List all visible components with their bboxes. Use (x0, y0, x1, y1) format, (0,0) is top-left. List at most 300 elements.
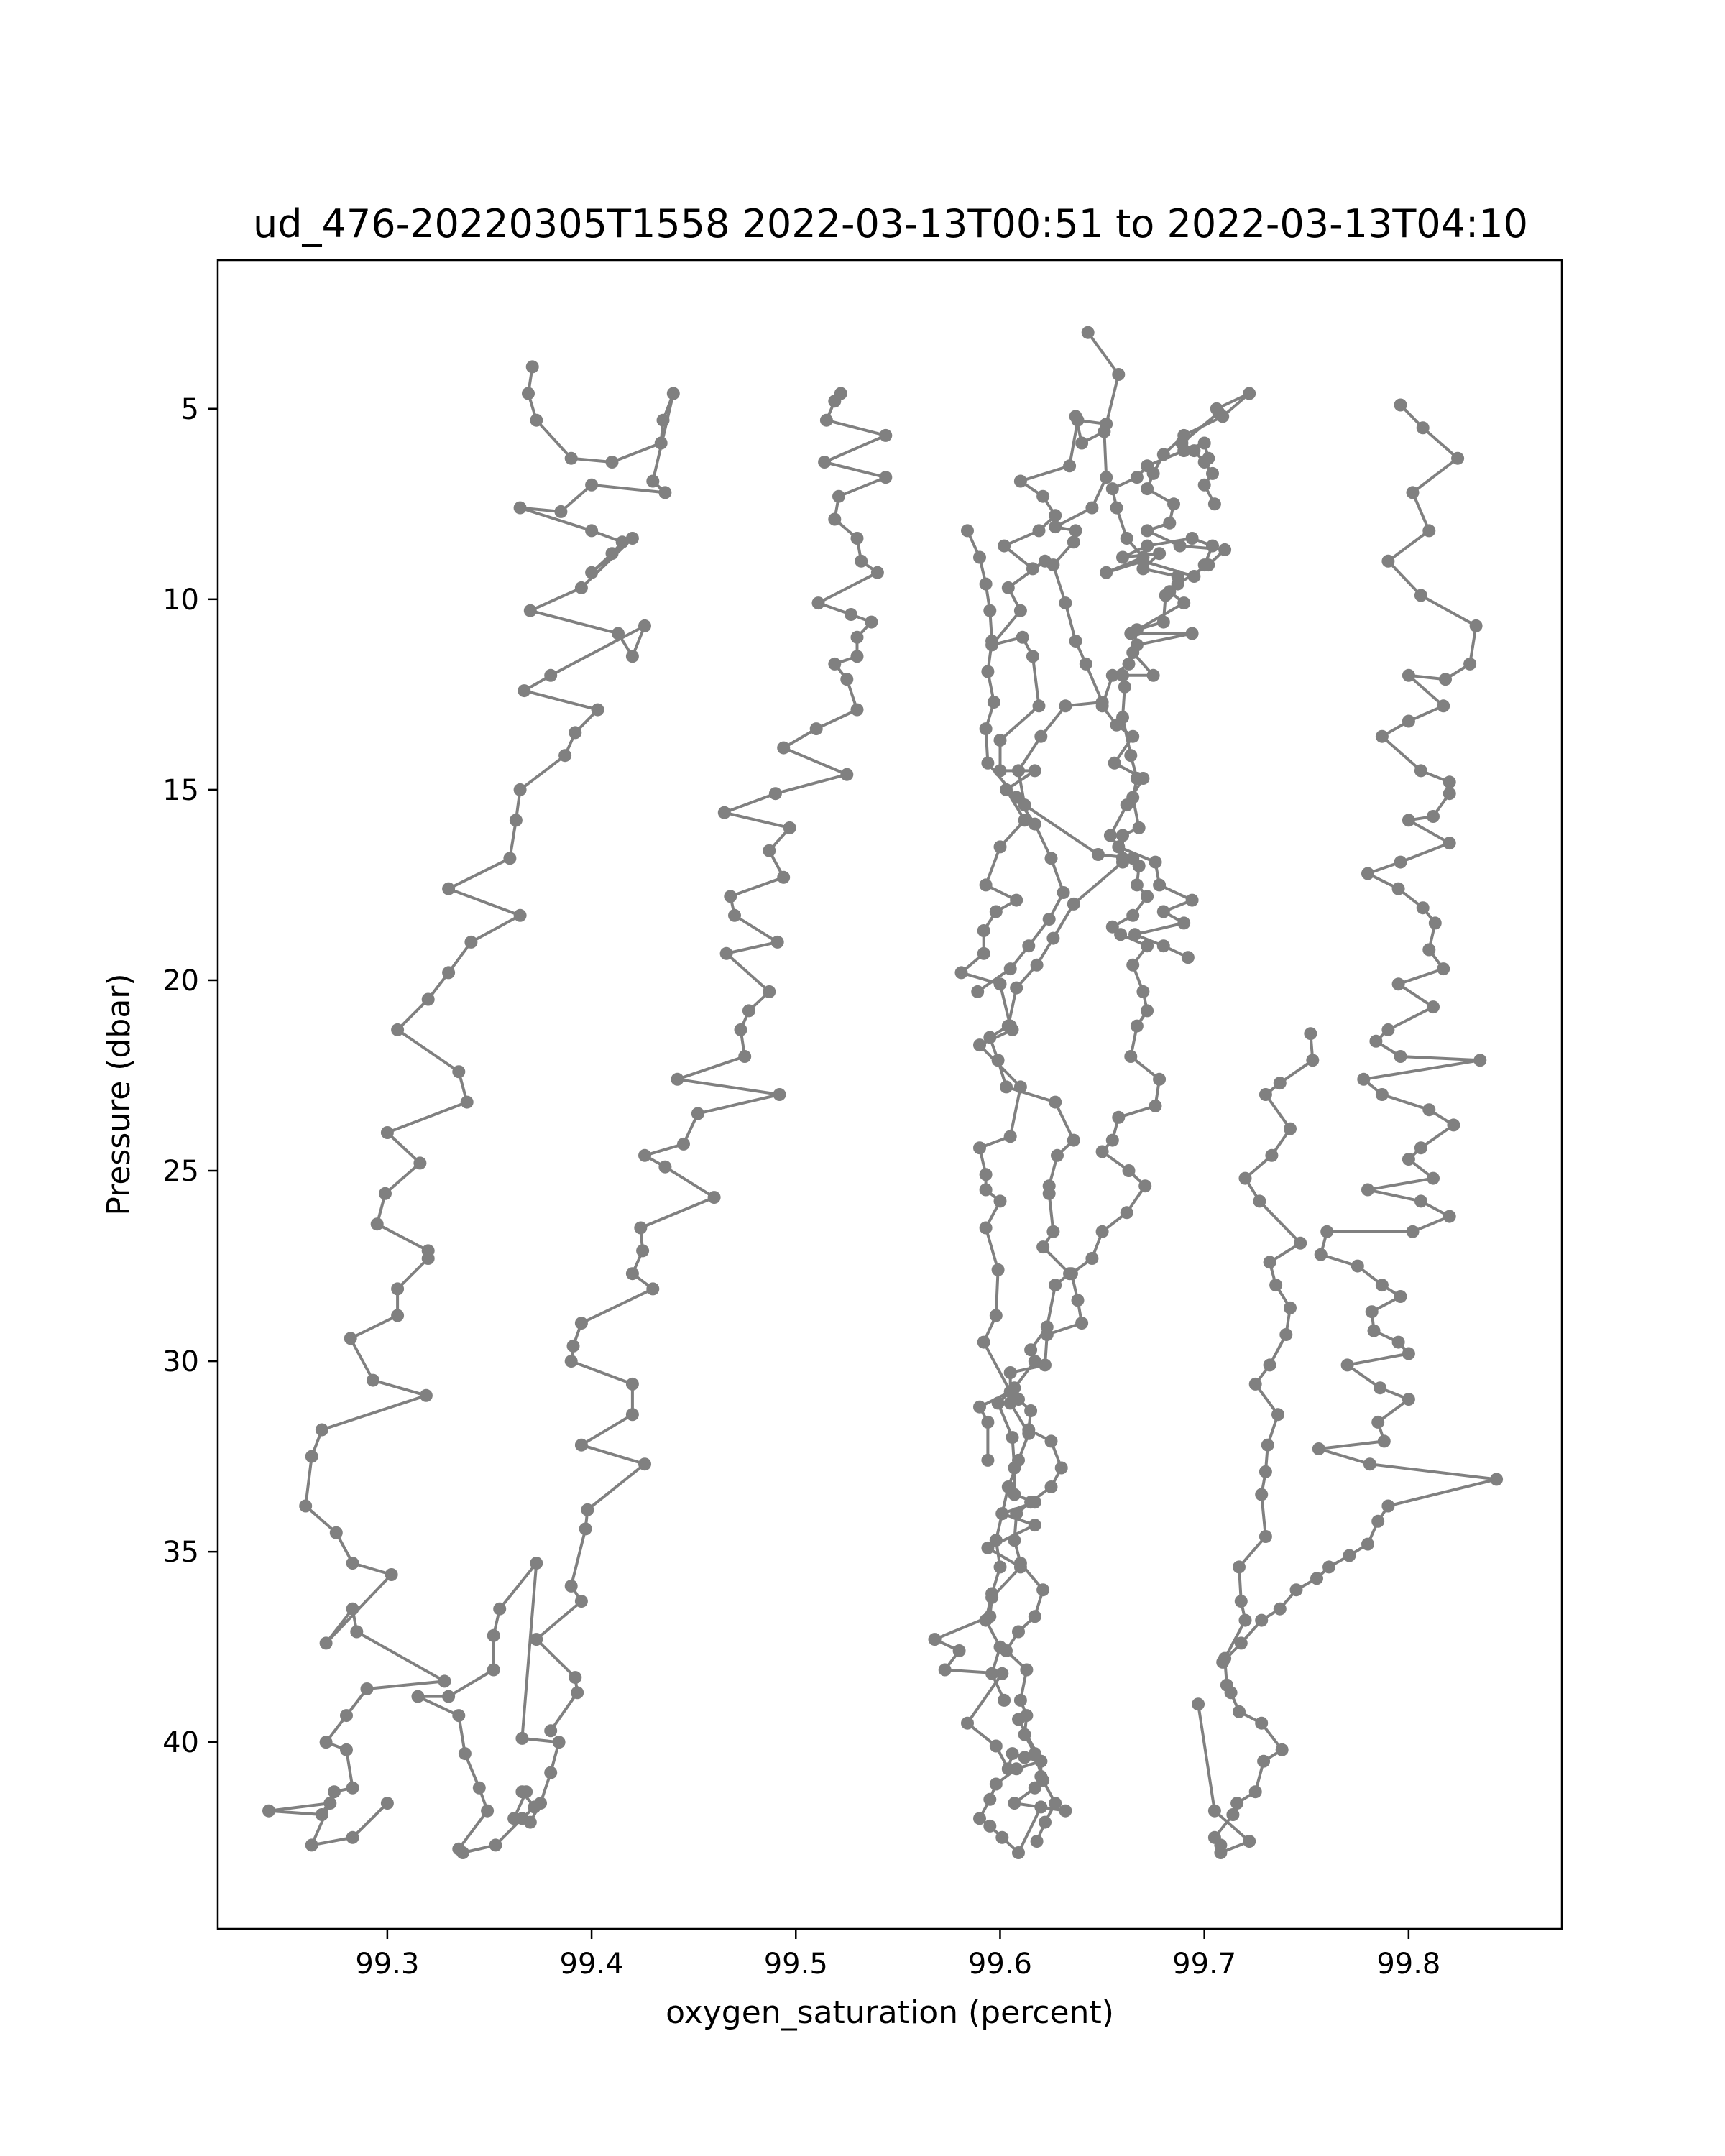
data-point (1098, 425, 1110, 438)
data-point (344, 1332, 357, 1345)
data-point (1014, 1694, 1027, 1707)
data-point (998, 540, 1011, 553)
data-point (985, 1667, 998, 1680)
data-point (1049, 1096, 1062, 1109)
data-point (1026, 562, 1039, 575)
data-point (1284, 1123, 1297, 1135)
data-point (1033, 699, 1046, 712)
data-point (1149, 1100, 1162, 1112)
data-point (1126, 730, 1139, 743)
data-point (1157, 939, 1170, 952)
data-point (828, 513, 841, 526)
data-point (1490, 1473, 1503, 1485)
data-point (526, 360, 539, 373)
data-point (1376, 730, 1389, 743)
data-point (1186, 627, 1199, 640)
data-point (1065, 1267, 1078, 1280)
data-point (1429, 916, 1442, 929)
data-point (1045, 1480, 1058, 1493)
data-point (1096, 1146, 1109, 1158)
data-point (971, 985, 984, 998)
y-tick-label: 25 (162, 1155, 199, 1189)
data-point (1149, 856, 1162, 869)
data-point (1402, 1393, 1415, 1406)
data-point (1233, 1560, 1246, 1573)
y-tick-label: 35 (162, 1536, 199, 1570)
data-point (350, 1626, 363, 1639)
data-point (442, 966, 455, 979)
plot-frame (218, 260, 1562, 1929)
data-point (340, 1743, 353, 1756)
data-point (1402, 814, 1415, 826)
data-point (1407, 1225, 1420, 1238)
data-point (1206, 540, 1219, 553)
data-point (667, 387, 680, 400)
data-point (420, 1389, 433, 1402)
data-point (973, 1812, 986, 1825)
data-point (1100, 566, 1113, 579)
data-point (773, 1088, 786, 1101)
data-point (1225, 1686, 1238, 1699)
data-point (1284, 1302, 1297, 1314)
data-point (980, 878, 993, 891)
series-9 (1000, 1393, 1068, 1848)
data-point (1059, 596, 1072, 609)
data-point (1131, 638, 1144, 651)
data-point (1029, 1610, 1041, 1623)
data-point (1163, 517, 1176, 530)
data-point (1417, 901, 1430, 914)
data-point (742, 1004, 755, 1017)
data-point (671, 1073, 684, 1086)
data-point (724, 890, 737, 903)
data-point (367, 1374, 380, 1387)
data-point (340, 1709, 353, 1722)
data-point (1394, 1050, 1407, 1063)
data-point (1016, 631, 1029, 644)
data-point (1039, 1816, 1052, 1829)
data-point (1206, 467, 1219, 480)
data-point (592, 704, 604, 717)
data-point (1124, 1050, 1137, 1063)
data-point (646, 1282, 659, 1295)
data-point (973, 1401, 986, 1414)
data-point (585, 566, 598, 579)
data-point (544, 1766, 557, 1779)
data-point (1110, 719, 1123, 732)
data-point (1036, 1240, 1049, 1253)
data-point (1096, 696, 1109, 709)
x-axis-label: oxygen_saturation (percent) (666, 1994, 1114, 2031)
data-point (1046, 1225, 1059, 1238)
data-point (514, 783, 527, 796)
data-point (1018, 1728, 1031, 1741)
data-point (851, 631, 864, 644)
data-point (1208, 1805, 1221, 1818)
data-point (1002, 581, 1015, 594)
data-point (1024, 1343, 1037, 1356)
data-point (1029, 818, 1041, 831)
data-point (1269, 1279, 1282, 1291)
data-point (1402, 715, 1415, 728)
data-point (361, 1682, 374, 1695)
data-point (1133, 821, 1146, 834)
x-tick-label: 99.7 (1172, 1948, 1237, 1981)
data-point (1049, 520, 1062, 533)
data-point (1116, 829, 1129, 842)
data-point (783, 821, 796, 834)
y-tick-label: 10 (162, 583, 199, 617)
series-6 (1096, 437, 1219, 964)
data-point (851, 704, 864, 717)
data-point (1110, 502, 1123, 515)
data-point (1414, 1141, 1427, 1154)
data-point (1374, 1381, 1386, 1394)
data-point (1473, 1054, 1486, 1067)
data-point (481, 1805, 494, 1818)
data-point (1141, 459, 1154, 472)
data-point (1414, 1194, 1427, 1207)
data-point (973, 1038, 986, 1051)
y-tick-label: 5 (180, 392, 199, 426)
data-point (978, 924, 990, 937)
data-point (569, 1671, 581, 1684)
data-point (638, 619, 651, 632)
data-point (1163, 585, 1176, 598)
data-point (626, 1378, 639, 1391)
data-point (1376, 1088, 1389, 1101)
data-point (316, 1424, 328, 1437)
series-8 (961, 524, 1070, 998)
data-point (1361, 1538, 1374, 1551)
data-point (320, 1736, 333, 1749)
data-point (1049, 1797, 1062, 1810)
data-point (983, 604, 996, 617)
data-point (990, 1309, 1003, 1322)
data-point (1147, 669, 1160, 682)
data-point (1361, 867, 1374, 880)
data-point (1198, 437, 1211, 450)
data-point (626, 650, 639, 663)
x-tick-label: 99.5 (763, 1948, 828, 1981)
data-point (487, 1664, 500, 1677)
data-point (1320, 1225, 1333, 1238)
data-point (575, 581, 588, 594)
data-point (718, 806, 731, 819)
data-point (1014, 604, 1027, 617)
data-point (1259, 1530, 1272, 1543)
data-point (442, 1690, 455, 1703)
data-point (1131, 471, 1144, 484)
data-point (1136, 985, 1149, 998)
data-point (980, 1222, 993, 1235)
data-point (1024, 1496, 1037, 1508)
data-point (1008, 1797, 1021, 1810)
data-point (1067, 1134, 1080, 1147)
data-point (381, 1126, 394, 1139)
data-point (1080, 658, 1092, 671)
data-point (299, 1500, 312, 1513)
data-point (1243, 1835, 1256, 1848)
data-point (1357, 1073, 1370, 1086)
data-point (1322, 1560, 1335, 1573)
data-point (1437, 699, 1450, 712)
data-point (1239, 1172, 1252, 1185)
data-point (851, 532, 864, 545)
series-2 (412, 1557, 566, 1859)
data-point (1198, 558, 1211, 571)
data-point (961, 524, 974, 537)
data-point (992, 1396, 1005, 1409)
data-point (995, 1831, 1008, 1844)
data-point (981, 757, 994, 770)
data-point (1112, 840, 1125, 853)
data-point (638, 1149, 651, 1162)
data-point (1312, 1442, 1325, 1455)
data-point (1343, 1549, 1356, 1562)
data-point (558, 749, 571, 762)
data-point (1049, 1279, 1062, 1291)
data-point (530, 1557, 543, 1570)
data-point (1008, 1534, 1021, 1547)
data-point (1376, 1279, 1389, 1291)
data-point (955, 966, 968, 979)
x-axis (355, 1929, 1440, 1981)
data-point (840, 673, 853, 686)
series-7 (980, 410, 1167, 1706)
data-point (1045, 1434, 1058, 1447)
data-point (1012, 1393, 1025, 1406)
data-point (1177, 596, 1190, 609)
data-point (1067, 898, 1080, 911)
data-point (658, 1161, 671, 1174)
data-point (442, 883, 455, 895)
data-point (1294, 1237, 1307, 1250)
y-tick-label: 40 (162, 1726, 199, 1760)
data-point (1306, 1054, 1319, 1067)
data-point (305, 1838, 318, 1851)
data-point (493, 1603, 506, 1616)
data-point (1186, 894, 1199, 907)
data-point (1024, 1404, 1037, 1417)
data-point (1259, 1088, 1272, 1101)
data-point (1029, 1519, 1041, 1531)
data-point (818, 456, 831, 469)
data-point (983, 1793, 996, 1806)
data-point (812, 596, 825, 609)
data-point (985, 1588, 998, 1600)
data-point (1172, 570, 1184, 583)
data-point (1002, 1762, 1015, 1775)
data-point (1141, 939, 1154, 952)
data-point (855, 555, 868, 568)
data-point (1198, 479, 1211, 492)
data-point (385, 1568, 398, 1581)
data-point (575, 1439, 588, 1452)
data-point (1192, 1697, 1205, 1710)
data-point (1072, 1294, 1085, 1307)
data-point (820, 414, 833, 427)
data-point (763, 985, 776, 998)
data-point (524, 604, 537, 617)
data-point (980, 578, 993, 591)
data-point (1022, 939, 1035, 952)
data-point (262, 1805, 275, 1818)
data-point (1371, 1416, 1384, 1429)
data-point (1402, 1348, 1415, 1360)
data-point (1157, 906, 1170, 918)
data-point (1106, 669, 1119, 682)
data-point (1422, 1103, 1435, 1116)
data-point (634, 1222, 647, 1235)
data-point (1310, 1572, 1323, 1585)
data-point (988, 696, 1000, 709)
data-point (528, 1800, 541, 1813)
data-point (1004, 1366, 1017, 1379)
data-point (1167, 497, 1180, 510)
data-point (379, 1187, 392, 1200)
data-point (1036, 490, 1049, 503)
data-point (929, 1633, 942, 1646)
data-point (981, 665, 994, 678)
data-point (422, 993, 435, 1006)
data-point (1141, 540, 1154, 553)
data-point (1010, 1507, 1023, 1520)
data-point (1381, 1500, 1394, 1513)
data-point (879, 429, 892, 442)
series-10 (1192, 1027, 1319, 1859)
data-point (1253, 1194, 1266, 1207)
data-point (320, 1636, 333, 1649)
data-point (1106, 482, 1119, 495)
series-11 (1216, 399, 1503, 1669)
data-point (626, 1267, 639, 1280)
data-point (1104, 829, 1117, 842)
data-point (1141, 1004, 1154, 1017)
data-point (832, 490, 845, 503)
data-point (738, 1050, 751, 1063)
data-point (522, 387, 535, 400)
data-point (1020, 1664, 1033, 1677)
data-point (1067, 535, 1080, 548)
data-point (1118, 681, 1131, 694)
data-point (1443, 775, 1456, 788)
data-point (438, 1674, 451, 1687)
data-point (1100, 471, 1113, 484)
data-point (1414, 764, 1427, 777)
data-point (1057, 886, 1070, 899)
data-point (1186, 532, 1199, 545)
data-point (636, 1244, 649, 1257)
data-point (391, 1309, 404, 1322)
data-point (1255, 1717, 1268, 1730)
data-point (1153, 547, 1166, 560)
data-point (1427, 1000, 1440, 1013)
data-point (1351, 1260, 1364, 1273)
data-point (1014, 1557, 1027, 1570)
data-point (1049, 509, 1062, 522)
data-point (735, 1023, 748, 1036)
data-point (330, 1526, 343, 1539)
data-point (810, 722, 823, 735)
data-point (473, 1782, 486, 1795)
data-point (990, 1740, 1003, 1753)
data-point (1304, 1027, 1317, 1040)
data-point (953, 1644, 966, 1657)
data-point (1369, 1035, 1382, 1048)
data-point (323, 1797, 336, 1810)
data-point (1264, 1358, 1276, 1371)
data-point (626, 532, 639, 545)
data-point (638, 1457, 651, 1470)
data-point (980, 1168, 993, 1181)
data-point (1315, 1248, 1328, 1261)
series-layer (262, 326, 1503, 1859)
data-point (1259, 1465, 1272, 1478)
data-point (1233, 1705, 1246, 1718)
y-tick-label: 30 (162, 1345, 199, 1379)
data-point (544, 1724, 557, 1737)
data-point (992, 1263, 1005, 1276)
data-point (518, 684, 530, 697)
data-point (1002, 1480, 1015, 1493)
data-point (1402, 669, 1415, 682)
y-tick-label: 15 (162, 773, 199, 807)
data-point (995, 1507, 1008, 1520)
data-point (1255, 1488, 1268, 1501)
data-point (567, 1340, 580, 1353)
data-point (961, 1717, 974, 1730)
data-point (1265, 1149, 1278, 1162)
data-point (1031, 959, 1044, 972)
data-point (1274, 1077, 1287, 1089)
data-point (391, 1023, 404, 1036)
data-point (1012, 1846, 1025, 1859)
data-point (1447, 1118, 1460, 1131)
data-point (1141, 890, 1154, 903)
data-point (1361, 1184, 1374, 1197)
data-point (1392, 883, 1405, 895)
data-point (1034, 1800, 1047, 1813)
data-point (1029, 1747, 1041, 1760)
data-point (1141, 524, 1154, 537)
series-5 (929, 387, 1256, 1860)
data-point (1070, 410, 1082, 423)
data-point (569, 726, 581, 739)
data-point (575, 1317, 588, 1330)
data-point (1031, 1835, 1044, 1848)
data-point (1020, 1709, 1033, 1722)
data-point (1378, 1434, 1391, 1447)
data-point (1059, 699, 1072, 712)
data-point (1046, 932, 1059, 945)
data-point (565, 1580, 578, 1593)
data-point (328, 1785, 341, 1798)
data-point (1216, 1656, 1229, 1669)
data-point (1121, 1206, 1133, 1219)
data-point (461, 1096, 474, 1109)
data-point (1010, 982, 1023, 995)
data-point (657, 414, 670, 427)
data-point (769, 787, 782, 800)
data-point (1392, 1336, 1405, 1349)
data-point (1043, 1179, 1056, 1192)
data-point (990, 1534, 1003, 1547)
data-point (1041, 1328, 1054, 1341)
data-point (1381, 555, 1394, 568)
data-point (346, 1831, 359, 1844)
data-point (1249, 1378, 1262, 1391)
